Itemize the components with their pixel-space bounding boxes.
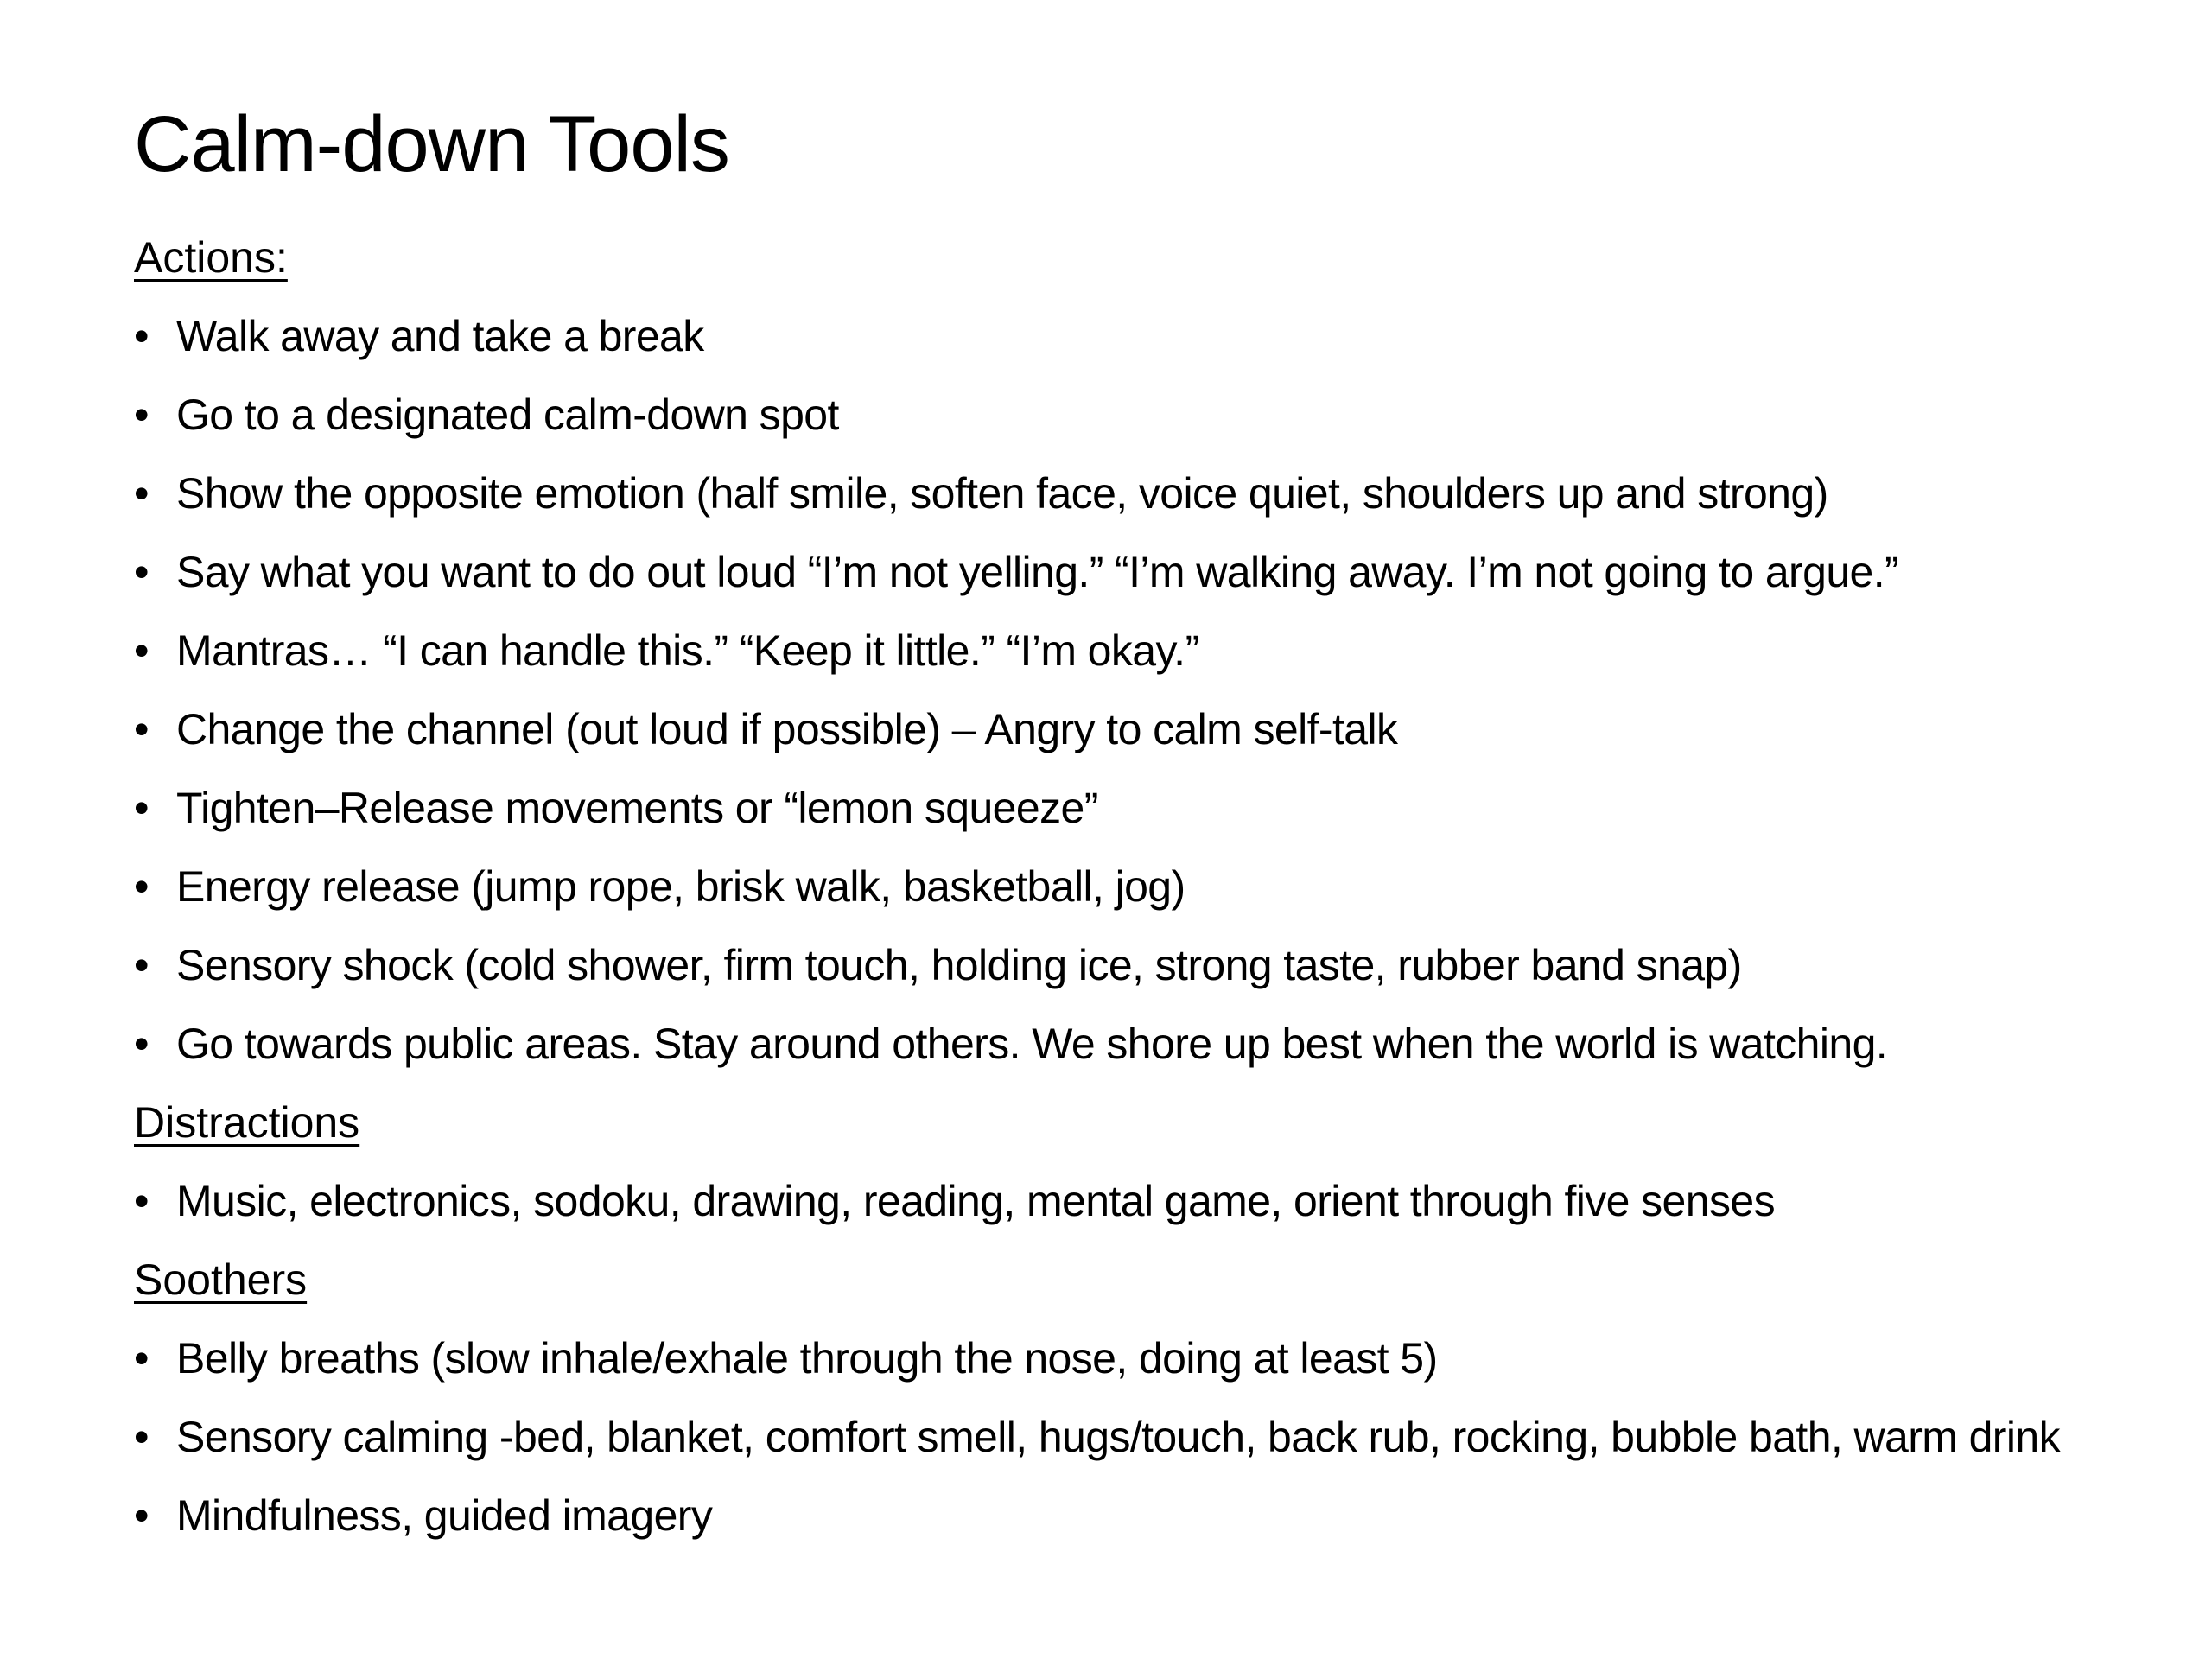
list-item: • Tighten–Release movements or “lemon squeeze” — [134, 780, 2121, 836]
bullet-icon: • — [134, 391, 149, 439]
slide-body — [134, 230, 2121, 1567]
bullet-icon: • — [134, 941, 149, 989]
list-item: • Go towards public areas. Stay around others. We shore up best when the world is watching. — [134, 1016, 2121, 1071]
list-item: • Say what you want to do out loud “I’m not yelling.” “I’m walking away. I’m not going to argue.” — [134, 544, 2121, 600]
section-heading-soothers: Soothers — [134, 1255, 308, 1304]
bullet-icon: • — [134, 1413, 149, 1461]
bullet-icon: • — [134, 784, 149, 832]
bullet-icon: • — [134, 626, 149, 675]
list-item: • Go to a designated calm-down spot — [134, 387, 2121, 442]
list-item: • Show the opposite emotion (half smile, soften face, voice quiet, shoulders up and strong) — [134, 466, 2121, 521]
bullet-icon: • — [134, 469, 149, 518]
bullet-icon: • — [134, 1334, 149, 1382]
bullet-icon: • — [134, 1491, 149, 1540]
bullet-icon: • — [134, 1177, 149, 1225]
list-item: • Mindfulness, guided imagery — [134, 1488, 2121, 1543]
bullet-icon: • — [134, 312, 149, 360]
bullet-icon: • — [134, 1020, 149, 1068]
list-item: • Change the channel (out loud if possible) – Angry to calm self-talk — [134, 702, 2121, 757]
section-heading-distractions: Distractions — [134, 1098, 360, 1147]
slide-title: Calm-down Tools — [134, 100, 729, 188]
list-item: • Music, electronics, sodoku, drawing, reading, mental game, orient through five senses — [134, 1173, 2121, 1229]
list-item: • Walk away and take a break — [134, 308, 2121, 364]
bullet-icon: • — [134, 862, 149, 911]
list-item: • Sensory shock (cold shower, firm touch, holding ice, strong taste, rubber band snap) — [134, 938, 2121, 993]
bullet-icon: • — [134, 705, 149, 753]
section-heading-actions: Actions: — [134, 233, 288, 282]
distractions-list — [134, 1173, 2121, 1229]
list-item: • Belly breaths (slow inhale/exhale through the nose, doing at least 5) — [134, 1331, 2121, 1386]
list-item: • Sensory calming -bed, blanket, comfort smell, hugs/touch, back rub, rocking, bubble bath, warm drink — [134, 1409, 2121, 1465]
actions-list — [134, 308, 2121, 1071]
bullet-icon: • — [134, 548, 149, 596]
list-item: • Energy release (jump rope, brisk walk, basketball, jog) — [134, 859, 2121, 914]
soothers-list — [134, 1331, 2121, 1543]
list-item: • Mantras… “I can handle this.” “Keep it little.” “I’m okay.” — [134, 623, 2121, 678]
